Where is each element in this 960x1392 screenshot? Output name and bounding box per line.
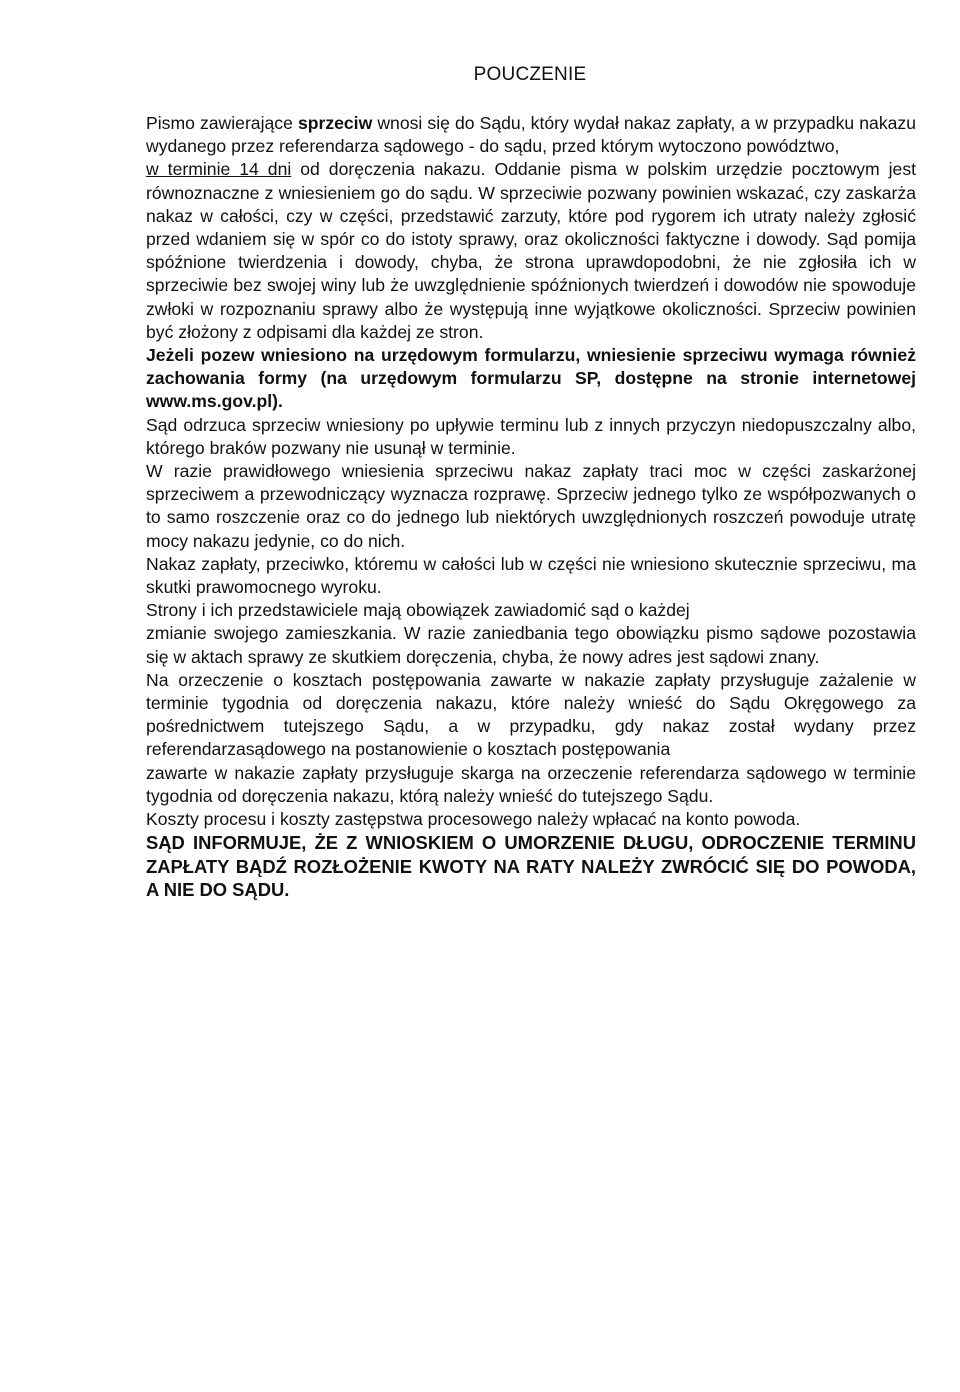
paragraph-address-change: zmianie swojego zamieszkania. W razie zaniedbania tego obowiązku pismo sądowe pozostawia się w aktach sprawy ze skutkiem doręczenia, chyba, że nowy adres jest sądowi znany. [146,623,916,667]
paragraph-final-judgment: Nakaz zapłaty, przeciwko, któremu w całości lub w części nie wniesiono skutecznie sprzeciwu, ma skutki prawomocnego wyroku. [146,553,916,598]
text-run: Pismo zawierające [146,113,298,133]
text-run: wnosi się do Sądu, który wydał nakaz zapłaty, a w przypadku nakazu wydanego przez referendarza sądowego - do sądu, przed którym wytoczono powództwo, [146,113,916,157]
paragraph-rejection: Sąd odrzuca sprzeciw wniesiony po upływie terminu lub z innych przyczyn niedopuszczalny albo, którego braków pozwany nie usunął w terminie. [146,414,916,458]
paragraph-costs-complaint: zawarte w nakazie zapłaty przysługuje skarga na orzeczenie referendarza sądowego w terminie tygodnia od doręczenia nakazu, którą należy wnieść do tutejszego Sądu. [146,762,916,806]
document-body [146,112,916,901]
paragraph-payment: Koszty procesu i koszty zastępstwa procesowego należy wpłacać na konto powoda. [146,809,801,830]
text-run: od doręczenia nakazu. Oddanie pisma w polskim urzędzie pocztowym jest równoznaczne z wniesieniem go do sądu. W sprzeciwie pozwany powinien wskazać, czy zaskarża nakaz w całości, czy w części, przedstawić zarzuty, które pod rygorem ich utraty należy zgłosić przed wdaniem się w spór co do istoty sprawy, oraz okoliczności faktyczne i dowody. Sąd pomija spóźnione twierdzenia i dowody, chyba, że strona uprawdopodobni, że nie zgłosiła ich w sprzeciwie bez swojej winy lub że uwzględnienie spóźnionych twierdzeń i dowodów nie spowoduje zwłoki w rozpoznaniu sprawy albo że występują inne wyjątkowe okoliczności. Sprzeciw powinien być złożony z odpisami dla każdej ze stron. [146,159,917,342]
paragraph-official-form: Jeżeli pozew wniesiono na urzędowym formularzu, wniesienie sprzeciwu wymaga również zachowania formy (na urzędowym formularzu SP, dostępne na stronie internetowej www.ms.gov.pl). [146,345,916,412]
document-title: POUCZENIE [473,64,587,85]
paragraph-costs-appeal: Na orzeczenie o kosztach postępowania zawarte w nakazie zapłaty przysługuje zażalenie w terminie tygodnia od doręczenia nakazu, które należy wnieść do Sądu Okręgowego za pośrednictwem tutejszego Sądu, a w przypadku, gdy nakaz został wydany przez referendarzasądowego na postanowienie o kosztach postępowania [146,669,916,760]
paragraph-effect-of-objection: W razie prawidłowego wniesienia sprzeciwu nakaz zapłaty traci moc w części zaskarżonej sprzeciwem a przewodniczący wyznacza rozprawę. Sprzeciw jednego tylko ze współpozwanych o to samo roszczenie oraz co do jednego lub niektórych uwzględnionych roszczeń powoduje utratę mocy nakazu jedynie, co do nich. [146,461,916,551]
text-run-bold: sprzeciw [297,113,373,133]
paragraph-where-to-file [146,112,916,158]
paragraph-deadline-and-content [146,158,916,344]
deadline-underlined: w terminie 14 dni [146,159,292,180]
paragraph-address-change-line1: Strony i ich przedstawiciele mają obowiązek zawiadomić sąd o każdej [146,600,690,621]
paragraph-court-information: SĄD INFORMUJE, ŻE Z WNIOSKIEM O UMORZENIE DŁUGU, ODROCZENIE TERMINU ZAPŁATY BĄDŹ ROZŁOŻENIE KWOTY NA RATY NALEŻY ZWRÓCIĆ SIĘ DO POWODA, A NIE DO SĄDU. [146,832,916,900]
